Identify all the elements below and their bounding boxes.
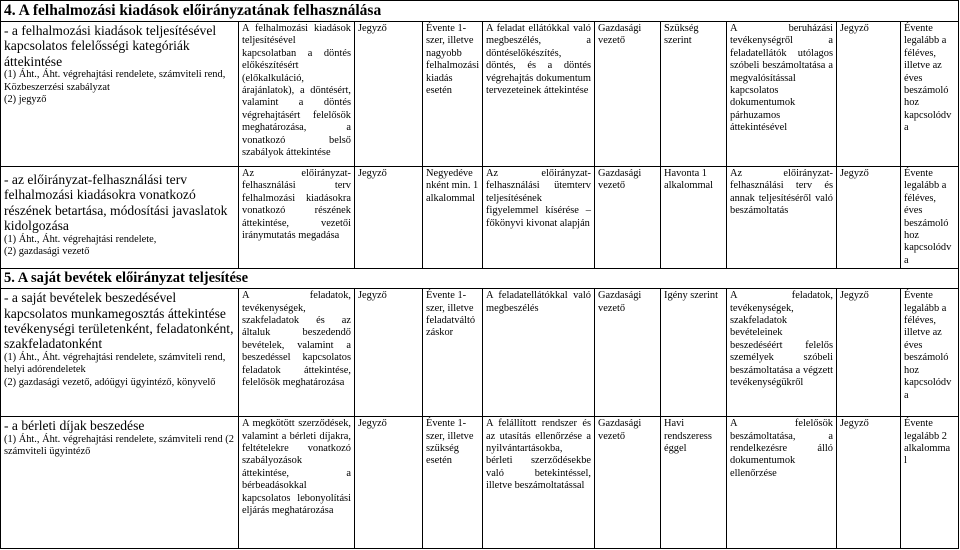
table-row xyxy=(1,289,959,417)
recipient-cell: Jegyző xyxy=(837,289,901,417)
reporting-cell: Az előirányzat-felhasználási terv és annak teljesítéséről való beszámoltatás xyxy=(727,167,837,269)
deadline-cell: Negyedéve nként min. 1 alkalommal xyxy=(423,167,483,269)
topic-cell xyxy=(1,417,239,549)
task-cell: A felhalmozási kiadások teljesítésével kapcsolatban a döntés előkészítésért (előkalkuláció, árajánlatok), a döntésért, valamint a döntés végrehajtásért felelősök meghatározása, a vonatkozó belső szabályok áttekintése xyxy=(239,22,355,167)
deadline-cell: Évente 1-szer, illetve szükség esetén xyxy=(423,417,483,549)
deadline-cell: Évente 1-szer, illetve feladatváltó záskor xyxy=(423,289,483,417)
frequency-cell: Szükség szerint xyxy=(661,22,727,167)
reporting-cell: A beruházási tevékenységről a feladatellátók utólagos szóbeli beszámoltatása a megvalósítással kapcsolatos dokumentumok párhuzamos áttekintésével xyxy=(727,22,837,167)
recipient-cell: Jegyző xyxy=(837,22,901,167)
topic-cell xyxy=(1,22,239,167)
reference-text: (1) Áht., Áht. végrehajtási rendelete, számviteli rend (2 számviteli ügyintéző xyxy=(4,433,234,458)
reference-text: (1) Áht., Áht. végrehajtási rendelete, számviteli rend, Közbeszerzési szabályzat (2) jegyző xyxy=(4,69,226,106)
frequency-cell: Havi rendszeress éggel xyxy=(661,417,727,549)
topic-text: - a felhalmozási kiadások teljesítésével kapcsolatos felelősségi kategóriák áttekintése xyxy=(4,23,217,69)
reporting-cell: A felelősök beszámoltatása, a rendelkezésre álló dokumentumok ellenőrzése xyxy=(727,417,837,549)
executor-cell: Gazdasági vezető xyxy=(595,417,661,549)
section-5-title: 5. A saját bevétek előirányzat teljesítése xyxy=(1,269,959,289)
topic-cell xyxy=(1,289,239,417)
responsible-cell: Jegyző xyxy=(355,417,423,549)
table-row xyxy=(1,167,959,269)
section-5-header xyxy=(1,269,959,289)
responsible-cell: Jegyző xyxy=(355,289,423,417)
method-cell: Az előirányzat-felhasználási ütemterv teljesítésének figyelemmel kísérése – főkönyvi kivonat alapján xyxy=(483,167,595,269)
deadline-cell: Évente 1-szer, illetve nagyobb felhalmozási kiadás esetén xyxy=(423,22,483,167)
method-cell: A felállított rendszer és az utasítás ellenőrzése a nyilvántartásokba, bérleti szerződésekbe való betekintéssel, illetve beszámoltatással xyxy=(483,417,595,549)
topic-text: - a saját bevételek beszedésével kapcsolatos munkamegosztás áttekintése tevékenységi területenként, feladatonként, szakfeladatonként xyxy=(4,290,234,352)
reference-text: (1) Áht., Áht. végrehajtási rendelete, (2) gazdasági vezető xyxy=(4,233,157,258)
frequency-cell: Havonta 1 alkalommal xyxy=(661,167,727,269)
section-4-header xyxy=(1,1,959,22)
responsible-cell: Jegyző xyxy=(355,167,423,269)
task-cell: A megkötött szerződések, valamint a bérleti díjakra, feltételekre vonatkozó szabályozások áttekintése, a bérbeadásokkal kapcsolatos lebonyolítási eljárás meghatározása xyxy=(239,417,355,549)
method-cell: A feladat ellátókkal való megbeszélés, a döntéselőkészítés, döntés, és a döntés végrehajtás dokumentum tervezeteinek áttekintése xyxy=(483,22,595,167)
topic-text: - a bérleti díjak beszedése xyxy=(4,418,145,434)
reference-text: (1) Áht., Áht. végrehajtási rendelete, számviteli rend, helyi adórendeletek (2) gazdasági vezető, adóügyi ügyintéző, könyvelő xyxy=(4,351,226,388)
report-deadline-cell: Évente legalább a féléves, éves beszámoló hoz kapcsolódv a xyxy=(901,167,959,269)
frequency-cell: Igény szerint xyxy=(661,289,727,417)
executor-cell: Gazdasági vezető xyxy=(595,167,661,269)
topic-cell xyxy=(1,167,239,269)
report-deadline-cell: Évente legalább a féléves, illetve az éves beszámoló hoz kapcsolódv a xyxy=(901,22,959,167)
executor-cell: Gazdasági vezető xyxy=(595,289,661,417)
responsible-cell: Jegyző xyxy=(355,22,423,167)
reporting-cell: A feladatok, tevékenységek, szakfeladatok bevételeinek beszedéséért felelős személyek szóbeli beszámoltatása a végzett tevékenységükről xyxy=(727,289,837,417)
report-deadline-cell: Évente legalább 2 alkalomma l xyxy=(901,417,959,549)
task-cell: A feladatok, tevékenységek, szakfeladatok és az általuk beszedendő bevételek, valamint a beszedéssel kapcsolatos feladatok áttekintése, felelősök meghatározása xyxy=(239,289,355,417)
task-cell: Az előirányzat-felhasználási terv felhalmozási kiadásokra vonatkozó részének áttekintése, vezetői iránymutatás megadása xyxy=(239,167,355,269)
method-cell: A feladatellátókkal való megbeszélés xyxy=(483,289,595,417)
section-4-title: 4. A felhalmozási kiadások előirányzatának felhasználása xyxy=(1,1,959,22)
executor-cell: Gazdasági vezető xyxy=(595,22,661,167)
topic-text: - az előirányzat-felhasználási terv felhalmozási kiadásokra vonatkozó részének betartása, módosítási javaslatok kidolgozása xyxy=(4,172,228,234)
table-row xyxy=(1,22,959,167)
table-row xyxy=(1,417,959,549)
recipient-cell: Jegyző xyxy=(837,417,901,549)
recipient-cell: Jegyző xyxy=(837,167,901,269)
report-deadline-cell: Évente legalább a féléves, illetve az éves beszámoló hoz kapcsolódv a xyxy=(901,289,959,417)
